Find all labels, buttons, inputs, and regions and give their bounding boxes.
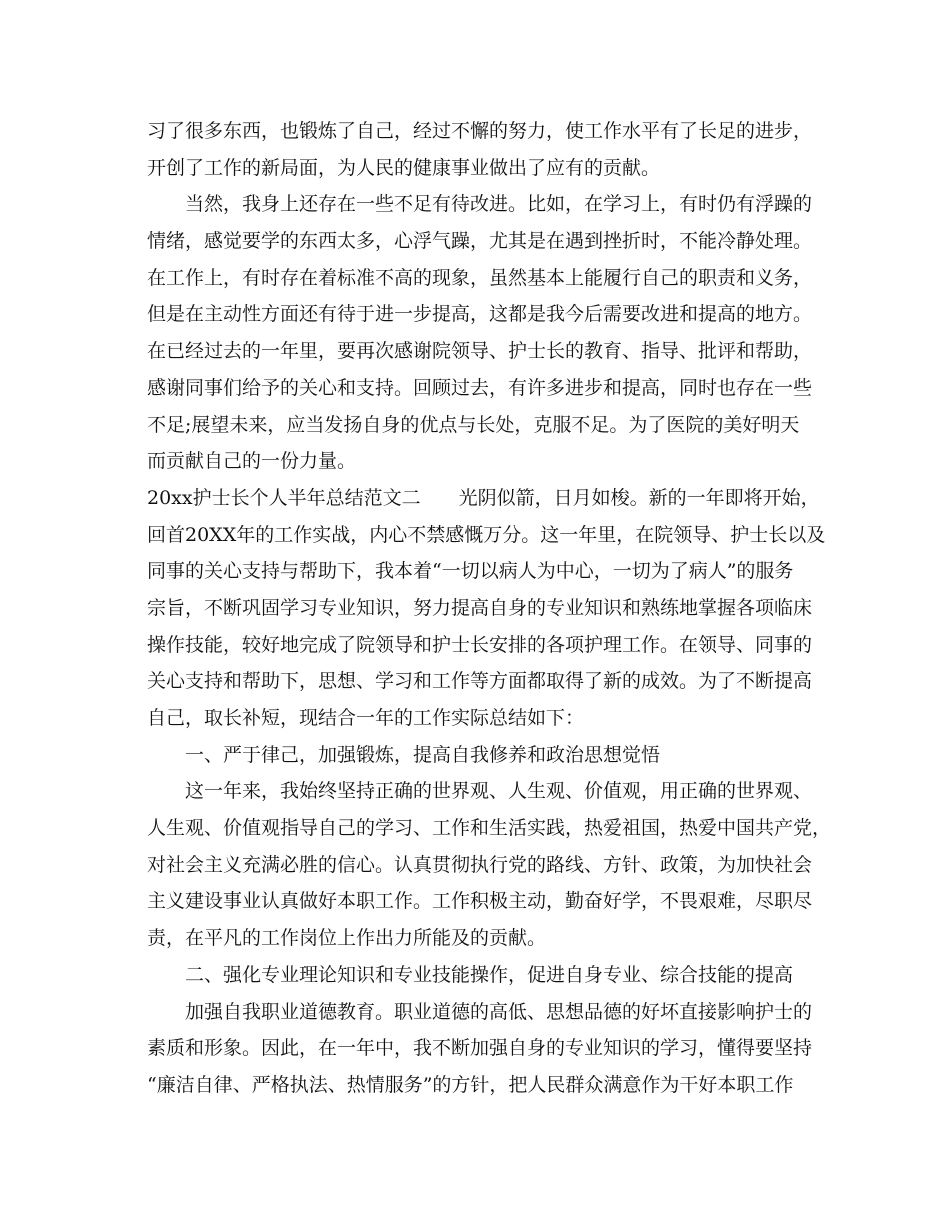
text-line: 在已经过去的一年里，要再次感谢院领导、护士长的教育、指导、批评和帮助， — [147, 340, 813, 363]
text-line: “廉洁自律、严格执法、热情服务”的方针，把人民群众满意作为干好本职工作 — [147, 1073, 794, 1096]
text-line: 情绪，感觉要学的东西太多，心浮气躁，尤其是在遇到挫折时，不能冷静处理。 — [147, 230, 813, 253]
text-line: 回首20XX年的工作实战，内心不禁感慨万分。这一年里，在院领导、护士长以及 — [147, 523, 826, 546]
heading-line: 二、强化专业理论知识和专业技能操作，促进自身专业、综合技能的提高 — [185, 963, 794, 986]
text-line: 人生观、价值观指导自己的学习、工作和生活实践，热爱祖国，热爱中国共产党， — [147, 817, 832, 840]
text-line: 同事的关心支持与帮助下，我本着“一切以病人为中心，一切为了病人”的服务 — [147, 560, 794, 583]
text-line: 在工作上，有时存在着标准不高的现象，虽然基本上能履行自己的职责和义务， — [147, 266, 813, 289]
text-line: 习了很多东西，也锻炼了自己，经过不懈的努力，使工作水平有了长足的进步， — [147, 120, 813, 142]
text-line: 对社会主义充满必胜的信心。认真贯彻执行党的路线、方针、政策，为加快社会 — [147, 853, 813, 876]
text-line: 关心支持和帮助下，思想、学习和工作等方面都取得了新的成效。为了不断提高 — [147, 670, 813, 693]
text-line: 不足;展望未来，应当发扬自身的优点与长处，克服不足。为了医院的美好明天 — [147, 413, 800, 436]
text-line: 感谢同事们给予的关心和支持。回顾过去，有许多进步和提高，同时也存在一些 — [147, 376, 813, 399]
text-line: 操作技能，较好地完成了院领导和护士长安排的各项护理工作。在领导、同事的 — [147, 633, 813, 656]
heading-line: 一、严于律己，加强锻炼，提高自我修养和政治思想觉悟 — [185, 743, 661, 766]
text-line: 主义建设事业认真做好本职工作。工作积极主动，勤奋好学，不畏艰难，尽职尽 — [147, 890, 813, 913]
paragraph-start-line: 当然，我身上还存在一些不足有待改进。比如，在学习上，有时仍有浮躁的 — [185, 193, 813, 216]
text-line: 责，在平凡的工作岗位上作出力所能及的贡献。 — [147, 927, 547, 950]
text-line: 宗旨，不断巩固学习专业知识，努力提高自身的专业知识和熟练地掌握各项临床 — [147, 596, 813, 619]
text-line: 开创了工作的新局面，为人民的健康事业做出了应有的贡献。 — [147, 156, 661, 179]
text-line: 自己，取长补短，现结合一年的工作实际总结如下： — [147, 707, 585, 729]
section-title-line: 20xx护士长个人半年总结范文二 光阴似箭，日月如梭。新的一年即将开始， — [147, 486, 820, 509]
paragraph-start-line: 这一年来，我始终坚持正确的世界观、人生观、价值观，用正确的世界观、 — [185, 780, 813, 803]
document-body — [147, 113, 832, 1104]
text-line: 素质和形象。因此，在一年中，我不断加强自身的专业知识的学习，懂得要坚持 — [147, 1037, 813, 1060]
text-line: 但是在主动性方面还有待于进一步提高，这都是我今后需要改进和提高的地方。 — [147, 303, 813, 326]
text-line: 而贡献自己的一份力量。 — [147, 450, 357, 473]
paragraph-start-line: 加强自我职业道德教育。职业道德的高低、思想品德的好坏直接影响护士的 — [185, 1000, 813, 1023]
